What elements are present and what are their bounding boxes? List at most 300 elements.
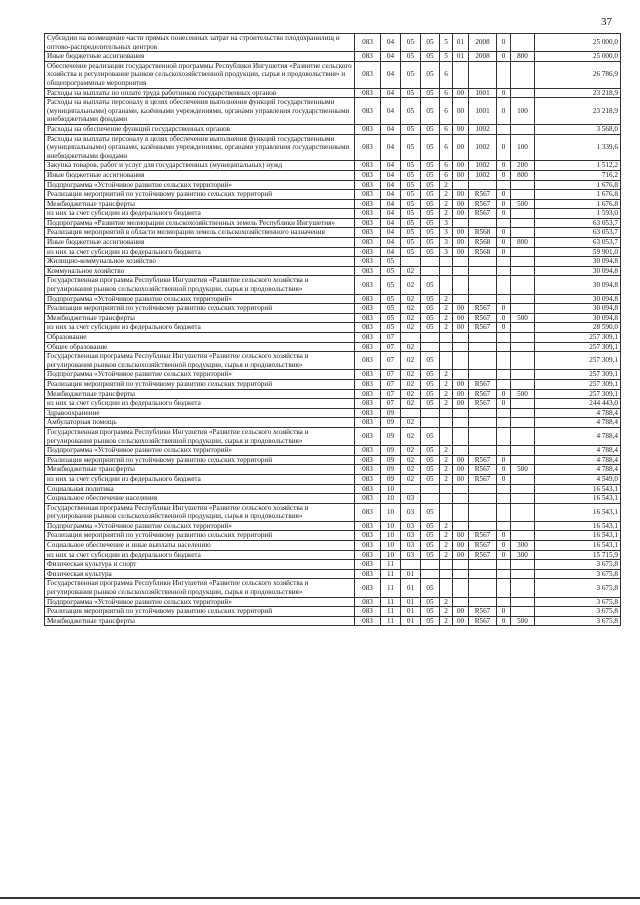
- cell-c4: [469, 342, 497, 352]
- cell-name: Реализация мероприятий по устойчивому развитию сельских территорий: [45, 379, 355, 389]
- cell-amount: 716,2: [535, 170, 621, 180]
- cell-c2: 2: [440, 370, 453, 380]
- cell-vr: [511, 597, 535, 607]
- table-row: [45, 170, 621, 180]
- cell-ved: 083: [355, 199, 381, 209]
- cell-rz: 04: [381, 209, 401, 219]
- cell-c4: [469, 597, 497, 607]
- table-row: [45, 427, 621, 445]
- cell-name: Межбюджетные трансферты: [45, 199, 355, 209]
- cell-c2: 2: [440, 616, 453, 626]
- cell-c3: 00: [453, 199, 469, 209]
- cell-c4: [469, 61, 497, 88]
- cell-c5: [497, 418, 511, 428]
- cell-name: из них за счет субсидии из федерального бюджета: [45, 474, 355, 484]
- cell-amount: 257 309,1: [535, 333, 621, 343]
- cell-rz: 11: [381, 560, 401, 570]
- cell-ved: 083: [355, 465, 381, 475]
- cell-c3: 00: [453, 134, 469, 161]
- cell-ved: 083: [355, 408, 381, 418]
- table-row: [45, 560, 621, 570]
- cell-c3: 01: [453, 34, 469, 52]
- cell-rz: 11: [381, 607, 401, 617]
- cell-c5: 0: [497, 550, 511, 560]
- cell-name: Межбюджетные трансферты: [45, 616, 355, 626]
- cell-c1: 05: [421, 531, 440, 541]
- cell-pr: 03: [401, 494, 421, 504]
- cell-vr: [511, 266, 535, 276]
- cell-c4: [469, 408, 497, 418]
- cell-c2: [440, 408, 453, 418]
- cell-c1: [421, 257, 440, 267]
- cell-amount: 63 053,7: [535, 228, 621, 238]
- cell-rz: 04: [381, 124, 401, 134]
- cell-c3: [453, 579, 469, 597]
- table-row: [45, 616, 621, 626]
- cell-amount: 4 788,4: [535, 418, 621, 428]
- table-row: [45, 34, 621, 52]
- cell-c3: 00: [453, 465, 469, 475]
- cell-ved: 083: [355, 52, 381, 62]
- table-row: [45, 521, 621, 531]
- cell-amount: 1 676,8: [535, 190, 621, 200]
- cell-vr: [511, 190, 535, 200]
- cell-c2: 6: [440, 161, 453, 171]
- cell-rz: 04: [381, 88, 401, 98]
- cell-c5: 0: [497, 88, 511, 98]
- cell-name: Здравоохранение: [45, 408, 355, 418]
- cell-c5: [497, 370, 511, 380]
- cell-c1: [421, 560, 440, 570]
- cell-rz: 04: [381, 98, 401, 125]
- cell-c3: [453, 427, 469, 445]
- cell-c2: 3: [440, 228, 453, 238]
- cell-c2: 2: [440, 190, 453, 200]
- cell-amount: 16 543,1: [535, 494, 621, 504]
- cell-amount: 15 715,9: [535, 550, 621, 560]
- cell-c4: 1002: [469, 170, 497, 180]
- cell-rz: 10: [381, 484, 401, 494]
- cell-c1: 05: [421, 161, 440, 171]
- cell-c4: 1001: [469, 98, 497, 125]
- cell-amount: 30 094,8: [535, 304, 621, 314]
- cell-ved: 083: [355, 541, 381, 551]
- cell-name: Физическая культура и спорт: [45, 560, 355, 570]
- cell-ved: 083: [355, 238, 381, 248]
- cell-c5: [497, 294, 511, 304]
- cell-c4: [469, 266, 497, 276]
- table-row: [45, 161, 621, 171]
- cell-name: Государственная программа Республики Ингушетия «Развитие сельского хозяйства и регулирования рынков сельскохозяйственной продукции, сырья и продовольствия»: [45, 427, 355, 445]
- cell-c5: 0: [497, 170, 511, 180]
- cell-c2: [440, 494, 453, 504]
- cell-amount: 244 443,0: [535, 399, 621, 409]
- cell-c2: 2: [440, 294, 453, 304]
- table-row: [45, 474, 621, 484]
- cell-pr: 02: [401, 342, 421, 352]
- cell-pr: 03: [401, 550, 421, 560]
- cell-c5: 0: [497, 465, 511, 475]
- cell-c4: R567: [469, 474, 497, 484]
- cell-c1: 05: [421, 180, 440, 190]
- table-row: [45, 98, 621, 125]
- cell-c3: [453, 218, 469, 228]
- cell-c4: [469, 370, 497, 380]
- cell-ved: 083: [355, 247, 381, 257]
- cell-pr: 02: [401, 399, 421, 409]
- cell-c1: 05: [421, 465, 440, 475]
- cell-amount: 4 788,4: [535, 408, 621, 418]
- table-row: [45, 484, 621, 494]
- cell-vr: 100: [511, 134, 535, 161]
- cell-name: Государственная программа Республики Ингушетия «Развитие сельского хозяйства и регулирования рынков сельскохозяйственной продукции, сырья и продовольствия»: [45, 352, 355, 370]
- cell-vr: [511, 418, 535, 428]
- cell-c5: 0: [497, 399, 511, 409]
- cell-ved: 083: [355, 418, 381, 428]
- cell-c1: 05: [421, 134, 440, 161]
- cell-ved: 083: [355, 61, 381, 88]
- cell-amount: 1 676,8: [535, 199, 621, 209]
- cell-c2: 2: [440, 541, 453, 551]
- cell-c5: [497, 494, 511, 504]
- cell-amount: 30 094,8: [535, 276, 621, 294]
- cell-amount: 3 675,8: [535, 616, 621, 626]
- cell-rz: 04: [381, 52, 401, 62]
- cell-c3: 00: [453, 474, 469, 484]
- cell-ved: 083: [355, 503, 381, 521]
- cell-vr: [511, 531, 535, 541]
- cell-c1: 05: [421, 124, 440, 134]
- cell-c2: 6: [440, 170, 453, 180]
- cell-c1: 05: [421, 579, 440, 597]
- cell-pr: 05: [401, 218, 421, 228]
- cell-pr: 02: [401, 313, 421, 323]
- cell-name: Реализация мероприятий по устойчивому развитию сельских территорий: [45, 455, 355, 465]
- cell-amount: 23 218,9: [535, 98, 621, 125]
- cell-c2: 2: [440, 455, 453, 465]
- cell-ved: 083: [355, 342, 381, 352]
- table-row: [45, 418, 621, 428]
- cell-c4: 1002: [469, 124, 497, 134]
- cell-name: из них за счет субсидии из федерального бюджета: [45, 323, 355, 333]
- cell-pr: 02: [401, 370, 421, 380]
- cell-name: Подпрограмма «Устойчивое развитие сельских территорий»: [45, 294, 355, 304]
- cell-vr: [511, 304, 535, 314]
- budget-table: [44, 33, 621, 626]
- cell-vr: [511, 209, 535, 219]
- table-row: [45, 52, 621, 62]
- cell-amount: 30 094,8: [535, 294, 621, 304]
- cell-c5: [497, 521, 511, 531]
- cell-vr: 500: [511, 199, 535, 209]
- cell-c3: 00: [453, 190, 469, 200]
- table-body: [45, 34, 621, 626]
- cell-vr: [511, 379, 535, 389]
- cell-pr: 05: [401, 190, 421, 200]
- cell-c2: 2: [440, 180, 453, 190]
- cell-pr: 05: [401, 134, 421, 161]
- cell-c5: 0: [497, 304, 511, 314]
- cell-c1: 05: [421, 98, 440, 125]
- cell-c2: 3: [440, 238, 453, 248]
- cell-ved: 083: [355, 34, 381, 52]
- cell-c1: 05: [421, 379, 440, 389]
- cell-c5: [497, 333, 511, 343]
- cell-name: Расходы на выплаты персоналу в целях обеспечения выполнения функций государственными (муниципальными) органами, казёнными учреждениями, органами управления государственными внебюджетными фондами: [45, 98, 355, 125]
- cell-c5: [497, 427, 511, 445]
- cell-c3: [453, 503, 469, 521]
- cell-c2: [440, 560, 453, 570]
- cell-c5: [497, 446, 511, 456]
- cell-c2: 2: [440, 597, 453, 607]
- cell-amount: 16 543,1: [535, 484, 621, 494]
- cell-vr: [511, 427, 535, 445]
- cell-rz: 04: [381, 247, 401, 257]
- cell-vr: [511, 569, 535, 579]
- cell-rz: 05: [381, 257, 401, 267]
- cell-pr: 03: [401, 503, 421, 521]
- cell-amount: 1 339,6: [535, 134, 621, 161]
- cell-c5: 0: [497, 161, 511, 171]
- cell-ved: 083: [355, 276, 381, 294]
- table-row: [45, 550, 621, 560]
- cell-name: Социальная политика: [45, 484, 355, 494]
- cell-c2: 6: [440, 88, 453, 98]
- cell-rz: 05: [381, 266, 401, 276]
- cell-c5: [497, 257, 511, 267]
- cell-c3: 00: [453, 379, 469, 389]
- cell-ved: 083: [355, 399, 381, 409]
- cell-ved: 083: [355, 427, 381, 445]
- cell-amount: 30 094,8: [535, 257, 621, 267]
- cell-c3: 00: [453, 161, 469, 171]
- table-row: [45, 446, 621, 456]
- cell-c1: 05: [421, 455, 440, 465]
- cell-c1: 05: [421, 550, 440, 560]
- table-row: [45, 379, 621, 389]
- cell-c5: 0: [497, 52, 511, 62]
- cell-rz: 07: [381, 342, 401, 352]
- cell-c1: 05: [421, 209, 440, 219]
- cell-pr: 02: [401, 474, 421, 484]
- cell-ved: 083: [355, 484, 381, 494]
- cell-pr: 02: [401, 266, 421, 276]
- cell-c3: 00: [453, 304, 469, 314]
- cell-pr: 05: [401, 228, 421, 238]
- cell-ved: 083: [355, 352, 381, 370]
- cell-c1: 05: [421, 247, 440, 257]
- cell-rz: 04: [381, 61, 401, 88]
- cell-vr: [511, 352, 535, 370]
- cell-name: Жилищно-коммунальное хозяйство: [45, 257, 355, 267]
- cell-name: Иные бюджетные ассигнования: [45, 170, 355, 180]
- cell-c4: R567: [469, 607, 497, 617]
- cell-pr: [401, 333, 421, 343]
- cell-c5: [497, 218, 511, 228]
- cell-c4: [469, 569, 497, 579]
- cell-c3: [453, 569, 469, 579]
- cell-c5: 0: [497, 616, 511, 626]
- cell-c5: [497, 124, 511, 134]
- cell-pr: [401, 484, 421, 494]
- cell-name: из них за счет субсидии из федерального бюджета: [45, 209, 355, 219]
- cell-ved: 083: [355, 616, 381, 626]
- cell-c3: [453, 266, 469, 276]
- cell-c5: 0: [497, 389, 511, 399]
- cell-rz: 05: [381, 294, 401, 304]
- cell-vr: [511, 446, 535, 456]
- table-row: [45, 408, 621, 418]
- cell-name: Межбюджетные трансферты: [45, 465, 355, 475]
- cell-rz: 07: [381, 370, 401, 380]
- cell-ved: 083: [355, 389, 381, 399]
- cell-ved: 083: [355, 531, 381, 541]
- cell-vr: 300: [511, 550, 535, 560]
- cell-rz: 05: [381, 323, 401, 333]
- cell-rz: 10: [381, 494, 401, 504]
- cell-ved: 083: [355, 379, 381, 389]
- cell-amount: 28 590,0: [535, 323, 621, 333]
- cell-vr: 500: [511, 389, 535, 399]
- cell-c4: R567: [469, 304, 497, 314]
- cell-vr: [511, 218, 535, 228]
- cell-pr: 05: [401, 199, 421, 209]
- cell-c4: 2008: [469, 34, 497, 52]
- cell-c4: [469, 503, 497, 521]
- cell-rz: 04: [381, 218, 401, 228]
- cell-vr: [511, 607, 535, 617]
- cell-pr: 01: [401, 579, 421, 597]
- cell-c4: R567: [469, 455, 497, 465]
- cell-rz: 10: [381, 521, 401, 531]
- cell-c4: [469, 418, 497, 428]
- cell-amount: 16 543,1: [535, 531, 621, 541]
- cell-rz: 04: [381, 228, 401, 238]
- table-row: [45, 276, 621, 294]
- cell-pr: 02: [401, 276, 421, 294]
- cell-rz: 05: [381, 276, 401, 294]
- cell-rz: 05: [381, 313, 401, 323]
- cell-vr: [511, 323, 535, 333]
- cell-amount: 1 593,0: [535, 209, 621, 219]
- cell-ved: 083: [355, 446, 381, 456]
- cell-amount: 1 676,8: [535, 180, 621, 190]
- cell-c1: [421, 266, 440, 276]
- cell-c2: [440, 427, 453, 445]
- cell-name: Субсидии на возмещение части прямых понесенных затрат на строительство плодохранилищ и оптово-распределительных центров: [45, 34, 355, 52]
- cell-pr: 05: [401, 98, 421, 125]
- cell-c2: [440, 276, 453, 294]
- cell-c4: R567: [469, 531, 497, 541]
- table-row: [45, 579, 621, 597]
- cell-c1: [421, 342, 440, 352]
- cell-pr: 02: [401, 379, 421, 389]
- cell-c1: 05: [421, 616, 440, 626]
- cell-c4: R567: [469, 550, 497, 560]
- cell-c5: [497, 597, 511, 607]
- cell-amount: 4 549,0: [535, 474, 621, 484]
- cell-c2: 6: [440, 61, 453, 88]
- table-row: [45, 352, 621, 370]
- cell-c1: 05: [421, 370, 440, 380]
- cell-ved: 083: [355, 455, 381, 465]
- cell-c5: [497, 342, 511, 352]
- cell-c4: [469, 560, 497, 570]
- cell-c1: 05: [421, 399, 440, 409]
- cell-c3: 00: [453, 238, 469, 248]
- cell-pr: 05: [401, 247, 421, 257]
- cell-pr: [401, 560, 421, 570]
- cell-rz: 04: [381, 190, 401, 200]
- cell-c3: 00: [453, 541, 469, 551]
- cell-rz: 10: [381, 531, 401, 541]
- cell-vr: [511, 333, 535, 343]
- cell-c2: 2: [440, 323, 453, 333]
- cell-c3: [453, 446, 469, 456]
- cell-c3: [453, 494, 469, 504]
- cell-c2: [440, 257, 453, 267]
- cell-c4: 1002: [469, 161, 497, 171]
- cell-amount: 3 568,0: [535, 124, 621, 134]
- cell-amount: 16 543,1: [535, 503, 621, 521]
- cell-vr: [511, 408, 535, 418]
- cell-pr: 01: [401, 597, 421, 607]
- cell-c5: [497, 569, 511, 579]
- cell-c4: R567: [469, 465, 497, 475]
- cell-c2: [440, 503, 453, 521]
- cell-amount: 1 512,2: [535, 161, 621, 171]
- cell-vr: [511, 521, 535, 531]
- cell-vr: [511, 294, 535, 304]
- cell-rz: 04: [381, 34, 401, 52]
- cell-c3: 00: [453, 531, 469, 541]
- cell-c1: 05: [421, 521, 440, 531]
- cell-c1: 05: [421, 541, 440, 551]
- cell-name: Государственная программа Республики Ингушетия «Развитие сельского хозяйства и регулирования рынков сельскохозяйственной продукции, сырья и продовольствия»: [45, 276, 355, 294]
- cell-amount: 3 675,8: [535, 569, 621, 579]
- cell-c2: 2: [440, 446, 453, 456]
- cell-vr: [511, 455, 535, 465]
- cell-vr: 800: [511, 170, 535, 180]
- cell-ved: 083: [355, 560, 381, 570]
- cell-name: Реализация мероприятий по устойчивому развитию сельских территорий: [45, 531, 355, 541]
- cell-name: Подпрограмма «Устойчивое развитие сельских территорий»: [45, 521, 355, 531]
- cell-pr: 02: [401, 304, 421, 314]
- cell-rz: 04: [381, 170, 401, 180]
- cell-c4: R567: [469, 313, 497, 323]
- cell-c5: 0: [497, 455, 511, 465]
- cell-c2: 2: [440, 389, 453, 399]
- page-bottom-rule: [0, 897, 640, 899]
- cell-c4: [469, 521, 497, 531]
- cell-vr: 500: [511, 313, 535, 323]
- cell-c5: 0: [497, 98, 511, 125]
- cell-c1: 05: [421, 88, 440, 98]
- cell-c2: [440, 418, 453, 428]
- table-row: [45, 389, 621, 399]
- cell-ved: 083: [355, 294, 381, 304]
- table-row: [45, 218, 621, 228]
- cell-amount: 59 901,0: [535, 247, 621, 257]
- cell-c5: 0: [497, 474, 511, 484]
- cell-ved: 083: [355, 228, 381, 238]
- cell-c3: [453, 597, 469, 607]
- cell-pr: 05: [401, 209, 421, 219]
- cell-c1: 05: [421, 238, 440, 248]
- cell-ved: 083: [355, 170, 381, 180]
- cell-vr: [511, 257, 535, 267]
- cell-vr: [511, 474, 535, 484]
